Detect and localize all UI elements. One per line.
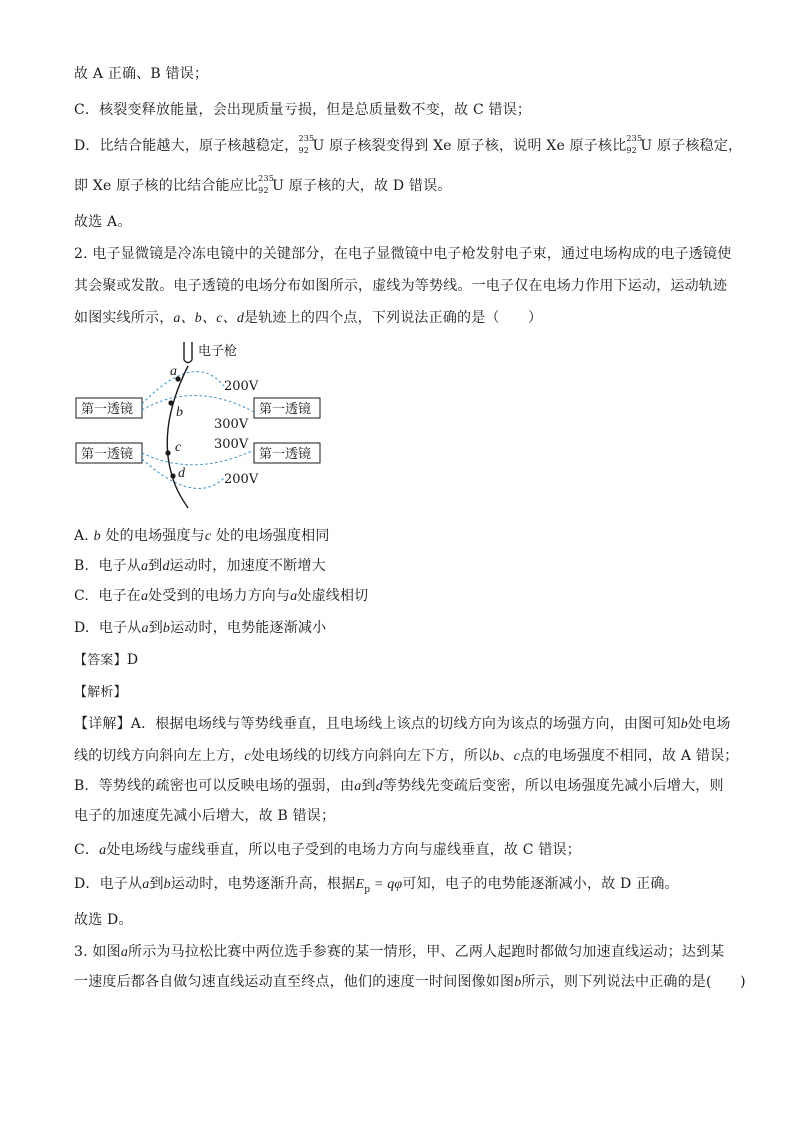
point-c-label: c	[175, 440, 182, 455]
question-3-stem: 一速度后都各自做匀速直线运动直至终点，他们的速度一时间图像如图b所示，则下列说法中正确的是( )	[74, 974, 746, 990]
voltage-label: 300V	[214, 417, 249, 432]
question-3-stem: 3. 如图a所示为马拉松比赛中两位选手参赛的某一情形，甲、乙两人起跑时都做匀加速直线运动；达到某	[74, 944, 725, 960]
text-line: 故 A 正确、B 错误；	[74, 66, 209, 82]
lens-label: 第一透镜	[81, 447, 134, 462]
answer-value: D	[126, 652, 139, 668]
detail-line: 【详解】A．根据电场线与等势线垂直，且电场线上该点的切线方向为该点的场强方向，由图可知b处电场	[74, 716, 731, 732]
detail-line: 故选 D。	[74, 912, 133, 928]
lens-label: 第一透镜	[259, 402, 312, 417]
formula-symbol: E	[355, 877, 365, 892]
option-b: B. 电子从a到d运动时，加速度不断增大	[74, 558, 326, 574]
option-c: C. 电子在a处受到的电场力方向与a处虚线相切	[74, 588, 369, 604]
answer-line	[74, 650, 734, 671]
electron-gun-icon	[184, 342, 192, 363]
text-line: 故选 A。	[74, 214, 132, 230]
lens-label: 第一透镜	[81, 402, 134, 417]
voltage-label: 200V	[224, 379, 259, 394]
electron-gun-label: 电子枪	[198, 344, 238, 359]
point-d-label: d	[178, 466, 185, 481]
answer-label: 【答案】	[74, 653, 127, 668]
analysis-label: 【解析】	[74, 685, 127, 700]
detail-line: B．等势线的疏密也可以反映电场的强弱，由a到d等势线先变疏后变密，所以电场强度先减小后增大，则	[74, 778, 724, 794]
formula: = qφ	[370, 877, 403, 892]
detail-line: D．电子从a到b运动时，电势逐渐升高，根据$E_p = q\varphi$可知，电子的电势能逐渐减小，故 D 正确。	[74, 876, 679, 895]
lens-label: 第一透镜	[259, 447, 312, 462]
point-a-label: a	[170, 364, 177, 379]
voltage-label: 200V	[224, 472, 259, 487]
detail-line: 电子的加速度先减小后增大，故 B 错误；	[74, 808, 336, 824]
text-line: 即 Xe 原子核的比结合能应比 235 92 U 原子核的大，故 D 错误。	[74, 174, 452, 195]
text-line: D．比结合能越大，原子核越稳定， 235 92 U 原子核裂变得到 Xe 原子核，说明 Xe 原子核比 235 92 U 原子核稳定，	[74, 134, 743, 155]
isotope-notation: 235 92	[298, 134, 315, 155]
equipotential-line-300v-bottom	[142, 450, 254, 465]
electron-lens-diagram	[74, 338, 334, 510]
text-line: C．核裂变释放能量，会出现质量亏损，但是总质量数不变，故 C 错误；	[74, 102, 532, 118]
point-b-label: b	[176, 405, 183, 420]
option-d: D. 电子从a到b运动时，电势能逐渐减小	[74, 620, 327, 636]
point-c	[165, 450, 170, 455]
detail-line: 线的切线方向斜向左上方，c处电场线的切线方向斜向左下方，所以b、c点的电场强度不相同，故 A 错误；	[74, 748, 739, 764]
detail-line: C．a处电场线与虚线垂直，所以电子受到的电场力方向与虚线垂直，故 C 错误；	[74, 842, 581, 858]
question-2-stem: 2. 电子显微镜是冷冻电镜中的关键部分，在电子显微镜中电子枪发射电子束，通过电场构成的电子透镜使	[74, 246, 732, 262]
equipotential-line-300v-top	[142, 395, 254, 412]
point-d	[170, 473, 175, 478]
option-a: A. b 处的电场强度与c 处的电场强度相同	[74, 528, 330, 544]
voltage-label: 300V	[214, 437, 249, 452]
question-2-stem: 其会聚或发散。电子透镜的电场分布如图所示，虚线为等势线。一电子仅在电场力作用下运动，运动轨迹	[74, 278, 728, 294]
isotope-notation: 235 92	[258, 174, 275, 195]
point-b	[168, 400, 173, 405]
question-2-stem: 如图实线所示，a、b、c、d是轨迹上的四个点，下列说法正确的是（ ）	[74, 310, 543, 326]
isotope-notation: 235 92	[626, 134, 643, 155]
